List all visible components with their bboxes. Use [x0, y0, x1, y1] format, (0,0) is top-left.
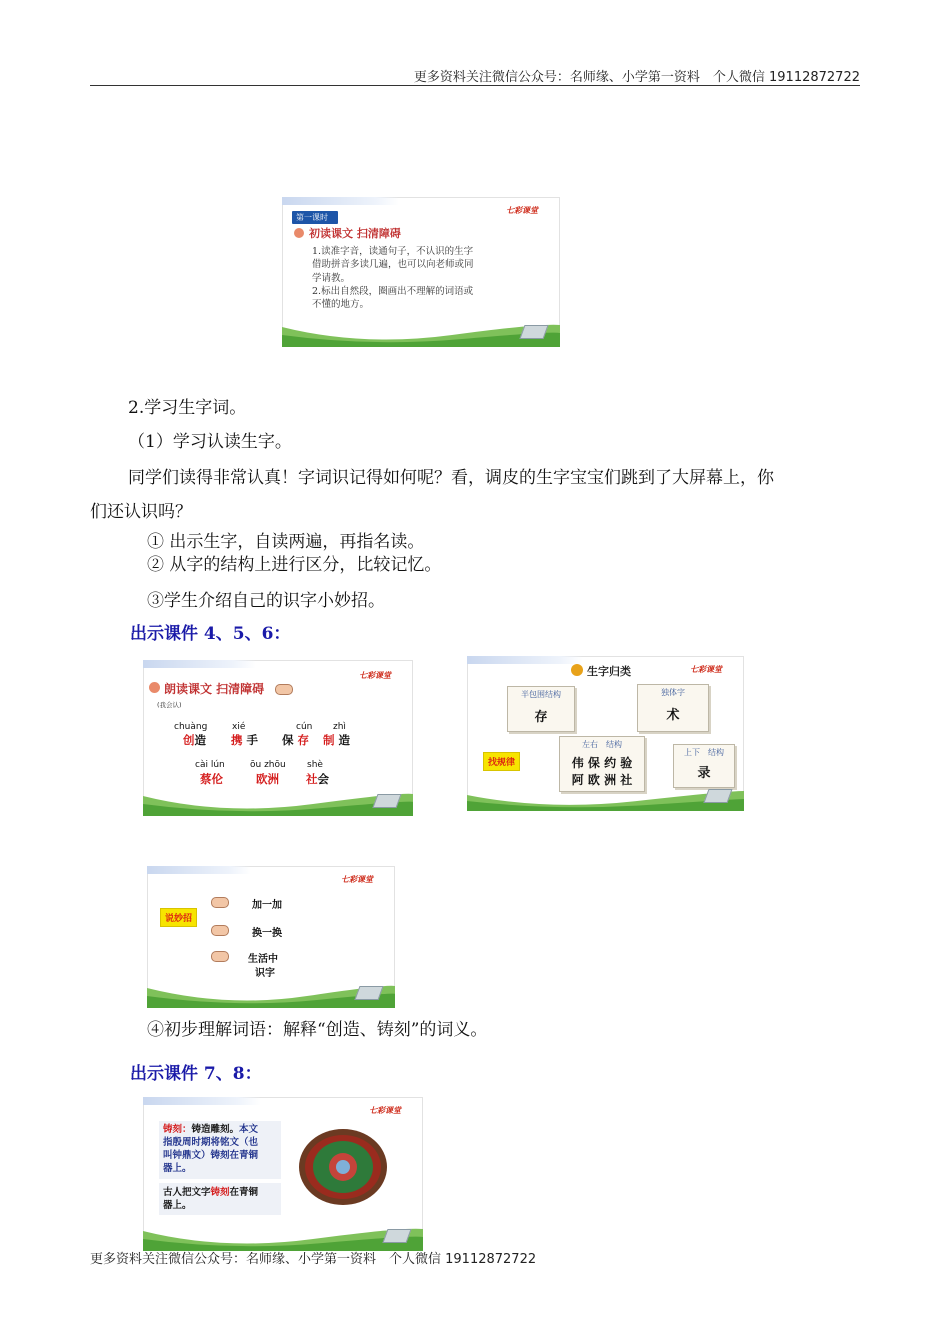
definition: 指殷周时期将铭文（也: [163, 1137, 259, 1148]
pinyin: cài lún: [195, 760, 225, 770]
character: 制: [323, 733, 335, 747]
category-card: [637, 684, 709, 732]
slide-body: [312, 245, 474, 311]
lesson-badge: 第一课时: [292, 211, 338, 224]
courseware-heading: 出示课件 4、5、6：: [130, 624, 291, 644]
character: 社: [306, 772, 318, 786]
card-characters: 阿 欧 洲 社: [571, 773, 633, 787]
slide-title: 生字归类: [587, 665, 631, 678]
subsection-heading: （1）学习认读生字。: [128, 432, 292, 452]
section-heading: 2.学习生字词。: [128, 398, 247, 418]
list-item: ③学生介绍自己的识字小妙招。: [147, 591, 385, 611]
slide-image-3: [467, 656, 744, 811]
character: 会: [317, 772, 329, 786]
slide-line: 不懂的地方。: [312, 299, 370, 311]
character: 携: [231, 733, 243, 747]
character: 保: [282, 733, 294, 747]
grass-decoration: [467, 781, 744, 811]
definition: 器上。: [163, 1163, 192, 1174]
laptop-icon: [354, 986, 383, 1000]
card-character: 存: [534, 710, 548, 725]
example: 器上。: [163, 1200, 192, 1211]
pointing-hand-icon: [211, 925, 229, 936]
word: 蔡伦: [200, 772, 223, 786]
owl-icon: [571, 664, 583, 676]
grass-decoration: [143, 1221, 423, 1251]
pinyin: shè: [307, 760, 323, 770]
example: 古人把文字: [163, 1187, 211, 1198]
laptop-icon: [382, 1229, 411, 1243]
slide-title: 朗读课文 扫清障碍: [164, 682, 265, 696]
definition-text: [163, 1123, 258, 1175]
list-item: ① 出示生字，自读两遍，再指名读。: [147, 532, 425, 552]
example-text: [163, 1186, 258, 1212]
character: 手: [246, 733, 259, 747]
slide-line: 2.标出自然段，圈画出不理解的词语或: [312, 285, 474, 297]
page-footer: 更多资料关注微信公众号：名师缘、小学第一资料 个人微信 19112872722: [90, 1252, 537, 1267]
slide-logo: 七彩课堂: [341, 875, 373, 884]
pinyin: zhì: [333, 722, 346, 732]
slide-logo: 七彩课堂: [506, 206, 538, 215]
laptop-icon: [519, 325, 548, 339]
character: 创: [183, 733, 195, 747]
tip-item: 识字: [255, 968, 275, 979]
pointing-hand-icon: [275, 684, 293, 695]
tips-tag: 说妙招: [160, 908, 197, 927]
slide-logo: 七彩课堂: [690, 665, 722, 674]
list-item: ② 从字的结构上进行区分，比较记忆。: [147, 555, 442, 575]
slide-image-2: [143, 660, 413, 816]
page-header: 更多资料关注微信公众号：名师缘、小学第一资料 个人微信 19112872722: [413, 70, 860, 85]
example-highlight: 铸刻: [210, 1187, 230, 1198]
grass-decoration: [282, 317, 560, 347]
card-label: 上下 结构: [684, 748, 724, 757]
slide-image-4: [147, 866, 395, 1008]
laptop-icon: [372, 794, 401, 808]
slide-subtitle: (我会认): [157, 701, 182, 709]
pinyin: cún: [296, 722, 313, 732]
courseware-heading: 出示课件 7、8：: [130, 1064, 262, 1084]
card-label: 独体字: [661, 688, 685, 697]
tip-item: 生活中: [248, 954, 278, 965]
definition: 叫钟鼎文）铸刻在青铜: [163, 1150, 259, 1161]
slide-line: 1.读准字音，读通句子，不认识的生字: [312, 246, 474, 257]
card-character: 录: [697, 766, 711, 781]
word: 欧洲: [256, 772, 279, 786]
category-card: [507, 686, 575, 732]
pointing-hand-icon: [211, 951, 229, 962]
card-characters: 伟 保 约 验: [571, 756, 633, 770]
card-character: 术: [666, 708, 680, 723]
slide-line: 借助拼音多读几遍，也可以向老师或同: [312, 259, 474, 271]
bronze-vessel-image: [297, 1123, 389, 1207]
find-pattern-tag: 找规律: [483, 752, 520, 771]
paragraph: 同学们读得非常认真！字词识记得如何呢？看，调皮的生字宝宝们跳到了大屏幕上，你: [128, 468, 774, 488]
slide-logo: 七彩课堂: [369, 1106, 401, 1115]
slide-image-1: [282, 197, 560, 347]
pinyin: chuàng: [174, 722, 208, 732]
pinyin: ōu zhōu: [250, 760, 286, 770]
slide-logo: 七彩课堂: [359, 671, 391, 680]
slide-line: 学请教。: [312, 272, 351, 284]
character: 造: [194, 733, 206, 747]
book-icon: [149, 682, 160, 693]
list-item: ④初步理解词语：解释“创造、铸刻”的词义。: [147, 1020, 488, 1040]
tip-item: 换一换: [252, 928, 282, 939]
character: 造: [338, 733, 351, 747]
card-label: 左右 结构: [582, 740, 622, 749]
card-label: 半包围结构: [521, 690, 561, 699]
slide-image-5: [143, 1097, 423, 1251]
slide-title: 初读课文 扫清障碍: [309, 227, 401, 240]
book-icon: [294, 228, 304, 238]
definition: 本文: [239, 1124, 259, 1135]
definition: 铸造雕刻。: [191, 1124, 240, 1135]
paragraph: 们还认识吗？: [90, 502, 192, 522]
header-divider: [90, 85, 860, 86]
tip-item: 加一加: [252, 900, 282, 911]
character: 存: [297, 733, 310, 747]
laptop-icon: [703, 789, 732, 803]
term: 铸刻：: [163, 1124, 192, 1135]
pinyin: xié: [232, 722, 246, 732]
grass-decoration: [143, 786, 413, 816]
example: 在青铜: [229, 1187, 259, 1198]
pointing-hand-icon: [211, 897, 229, 908]
